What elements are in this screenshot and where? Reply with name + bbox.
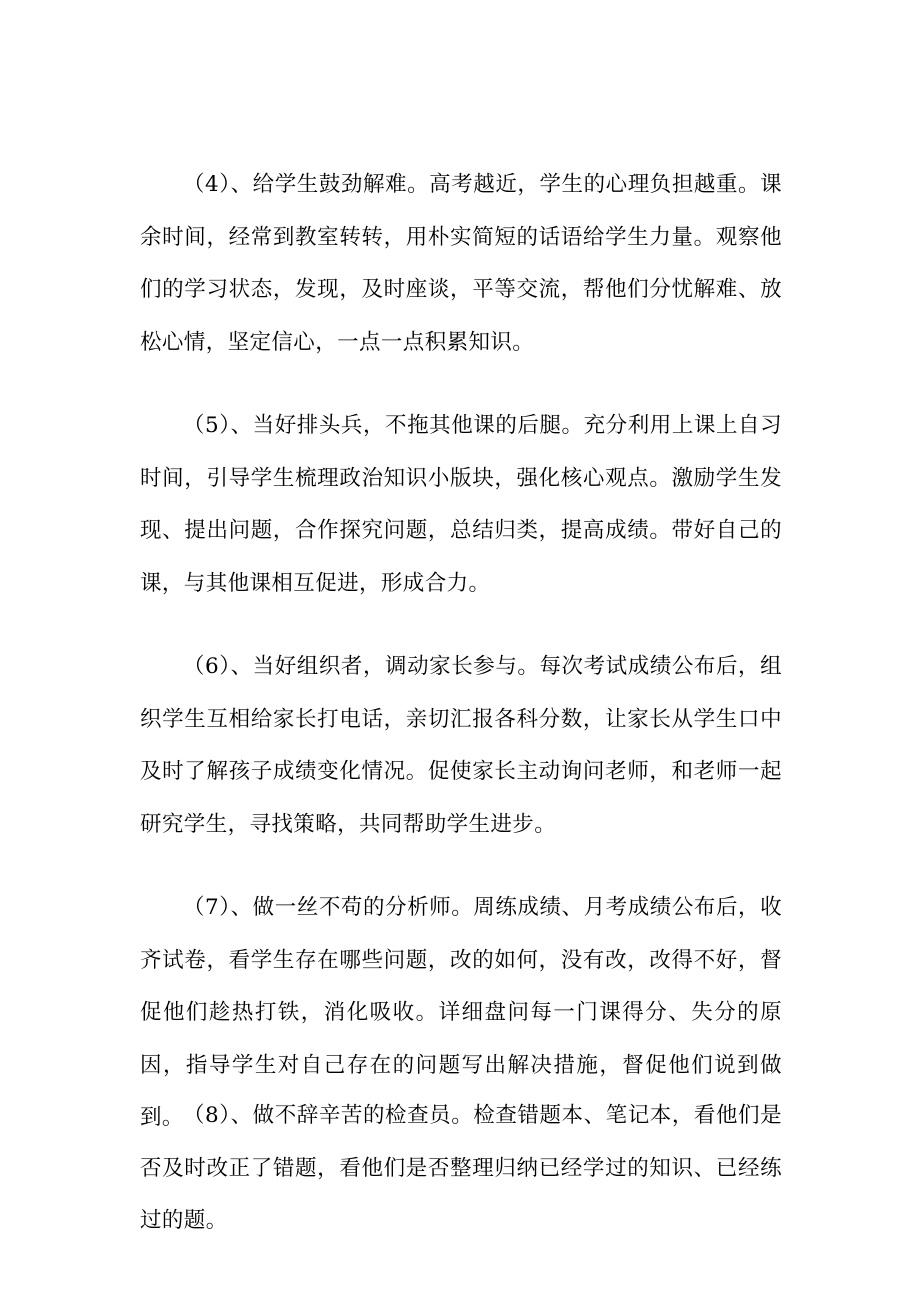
paragraph-7: （7）、做一丝不苟的分析师。周练成绩、月考成绩公布后，收齐试卷，看学生存在哪些问题，改的如何，没有改，改得不好，督促他们趁热打铁，消化吸收。详细盘问每一门课得分、失分的原因，指导学生对自己存在的问题写出解决措施，督促他们说到做到。	[140, 895, 782, 1130]
paragraph-5: （5）、当好排头兵，不拖其他课的后腿。充分利用上课上自习时间，引导学生梳理政治知识小版块，强化核心观点。激励学生发现、提出问题，合作探究问题，总结归类，提高成绩。带好自己的课，与其他课相互促进，形成合力。	[140, 413, 782, 596]
paragraph-8: （8）、做不辞辛苦的检查员。检查错题本、笔记本，看他们是否及时改正了错题，看他们是否整理归纳已经学过的知识、已经练过的题。	[140, 1103, 782, 1233]
paragraph-4: （4）、给学生鼓劲解难。高考越近，学生的心理负担越重。课余时间，经常到教室转转，用朴实简短的话语给学生力量。观察他们的学习状态，发现，及时座谈，平等交流，帮他们分忧解难、放松心情，坚定信心，一点一点积累知识。	[140, 172, 782, 355]
paragraph-6: （6）、当好组织者，调动家长参与。每次考试成绩公布后，组织学生互相给家长打电话，亲切汇报各科分数，让家长从学生口中及时了解孩子成绩变化情况。促使家长主动询问老师，和老师一起研究学生，寻找策略，共同帮助学生进步。	[140, 654, 782, 837]
